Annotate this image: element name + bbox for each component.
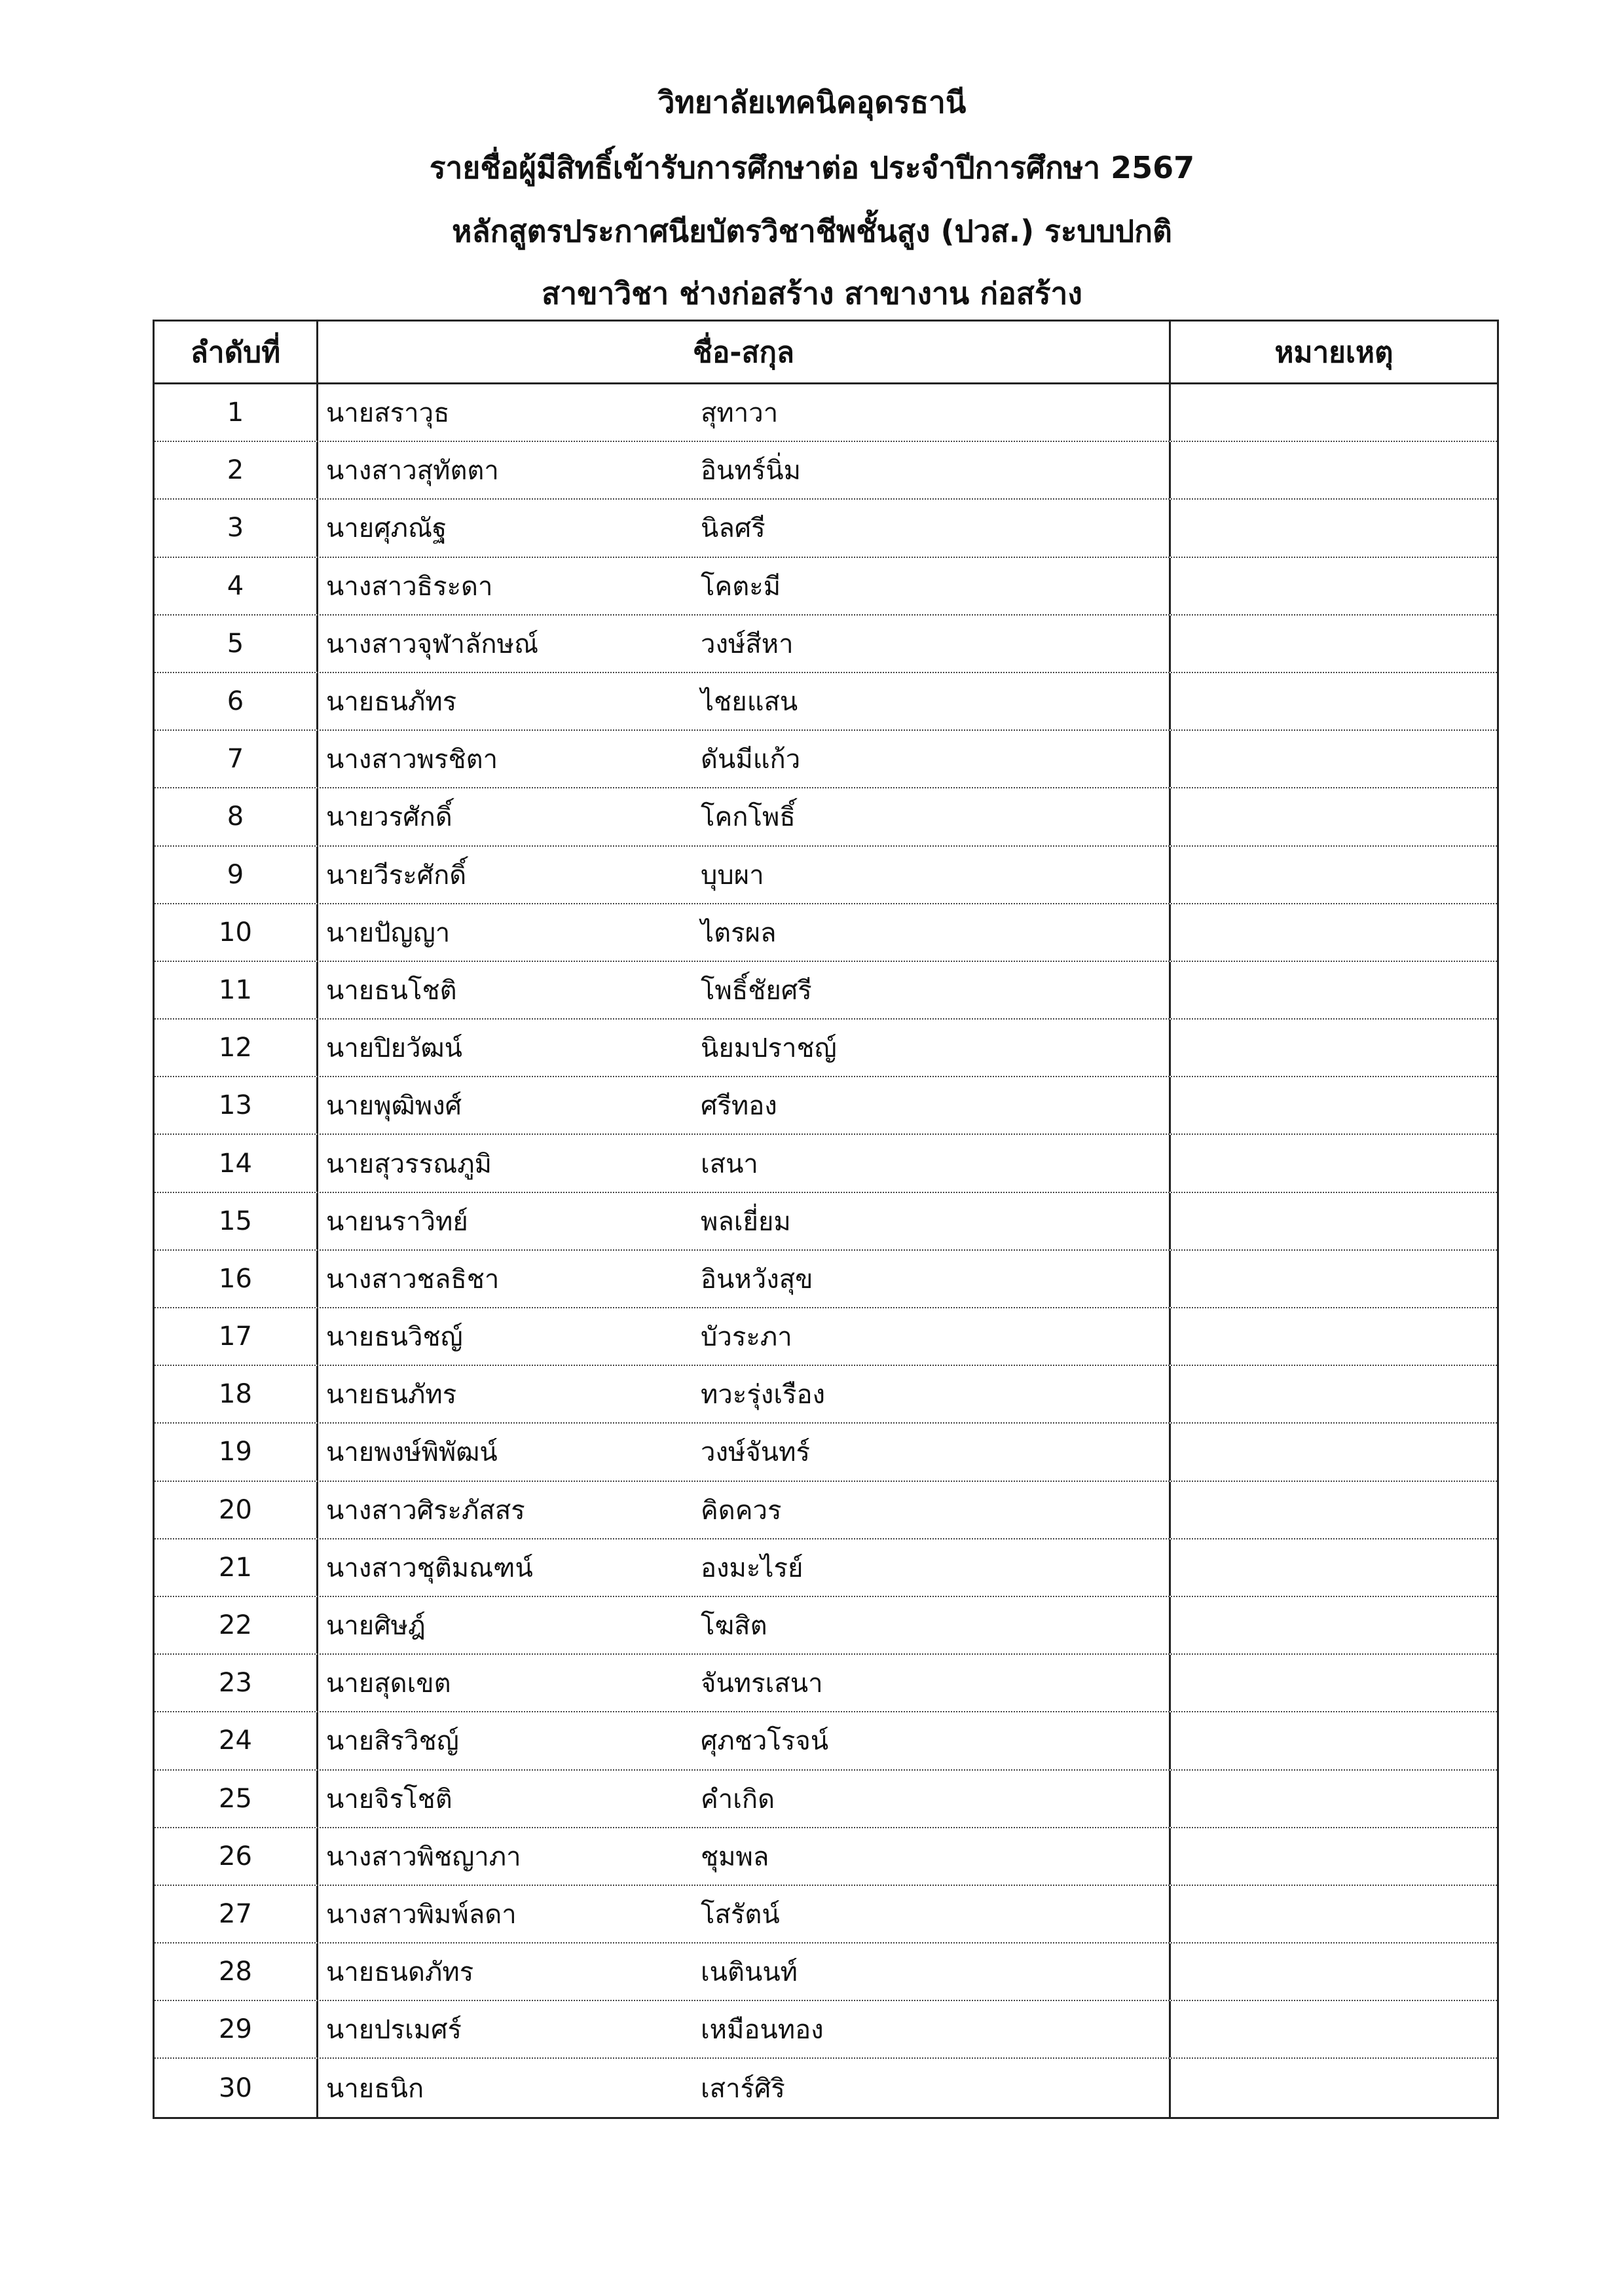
- row-number: 21: [155, 1539, 318, 1596]
- table-row: [155, 616, 1497, 673]
- row-number: 15: [155, 1193, 318, 1249]
- last-name: วงษ์จันทร์: [701, 1437, 810, 1468]
- first-name: นายศุภณัฐ: [326, 513, 447, 544]
- row-remark: [1171, 1943, 1497, 2000]
- row-remark: [1171, 1655, 1497, 1711]
- first-name: นายสุวรรณภูมิ: [326, 1149, 492, 1179]
- table-row: [155, 1886, 1497, 1943]
- table-row: [155, 1135, 1497, 1192]
- row-remark: [1171, 1597, 1497, 1653]
- institution-title: วิทยาลัยเทคนิคอุดรธานี: [657, 84, 967, 120]
- column-header-no: ลำดับที่: [155, 322, 318, 382]
- table-row: [155, 962, 1497, 1020]
- row-full-name: [318, 1482, 1171, 1538]
- first-name: นางสาวพรชิตา: [326, 745, 498, 775]
- row-remark: [1171, 731, 1497, 787]
- table-row: [155, 1020, 1497, 1077]
- last-name: คิดควร: [701, 1495, 782, 1526]
- row-full-name: [318, 1020, 1171, 1076]
- row-number: 26: [155, 1828, 318, 1885]
- last-name: ชุมพล: [701, 1841, 769, 1872]
- table-row: [155, 1943, 1497, 2001]
- column-header-remark: หมายเหตุ: [1274, 335, 1393, 369]
- last-name: บัวระภา: [701, 1322, 792, 1353]
- row-full-name: [318, 1308, 1171, 1365]
- table-row: [155, 1308, 1497, 1366]
- row-number: 20: [155, 1482, 318, 1538]
- row-full-name: [318, 1597, 1171, 1653]
- first-name: นายธนิก: [326, 2073, 424, 2104]
- table-row: [155, 1251, 1497, 1308]
- table-row: [155, 384, 1497, 442]
- row-full-name: [318, 442, 1171, 498]
- last-name: โฆสิต: [701, 1611, 767, 1642]
- row-number: 6: [155, 673, 318, 729]
- row-full-name: [318, 1193, 1171, 1249]
- row-full-name: [318, 962, 1171, 1018]
- row-number: 29: [155, 2001, 318, 2057]
- last-name: คำเกิด: [701, 1784, 775, 1814]
- row-remark: [1171, 962, 1497, 1018]
- row-remark: [1171, 904, 1497, 961]
- student-table: [153, 320, 1499, 2119]
- row-full-name: [318, 2001, 1171, 2057]
- table-row: [155, 1655, 1497, 1712]
- row-number: 5: [155, 616, 318, 672]
- last-name: อินหวังสุข: [701, 1264, 813, 1295]
- table-row: [155, 1482, 1497, 1539]
- row-number: 9: [155, 847, 318, 903]
- table-row: [155, 904, 1497, 962]
- row-number: 14: [155, 1135, 318, 1191]
- row-number: 4: [155, 558, 318, 614]
- row-remark: [1171, 2001, 1497, 2057]
- last-name: โคกโพธิ์: [701, 802, 796, 833]
- table-row: [155, 442, 1497, 500]
- first-name: นางสาวพิมพ์ลดา: [326, 1899, 517, 1930]
- last-name: อินทร์นิ่ม: [701, 456, 801, 487]
- row-number: 8: [155, 788, 318, 845]
- first-name: นางสาวศิระภัสสร: [326, 1495, 525, 1526]
- table-row: [155, 1539, 1497, 1597]
- first-name: นายพงษ์พิพัฒน์: [326, 1437, 498, 1468]
- table-row: [155, 731, 1497, 788]
- row-number: 25: [155, 1771, 318, 1827]
- table-row: [155, 2059, 1497, 2116]
- row-remark: [1171, 847, 1497, 903]
- row-remark: [1171, 500, 1497, 556]
- row-number: 13: [155, 1077, 318, 1133]
- last-name: โสรัตน์: [701, 1899, 780, 1930]
- last-name: เนตินนท์: [701, 1957, 798, 1988]
- last-name: ไชยแสน: [701, 687, 798, 718]
- row-full-name: [318, 1655, 1171, 1711]
- first-name: นายพุฒิพงศ์: [326, 1091, 462, 1122]
- first-name: นายธนภัทร: [326, 687, 457, 718]
- table-row: [155, 1077, 1497, 1135]
- row-remark: [1171, 1886, 1497, 1942]
- table-row: [155, 1828, 1497, 1886]
- row-remark: [1171, 1308, 1497, 1365]
- column-header-name: ชื่อ-สกุล: [318, 322, 1171, 382]
- row-full-name: [318, 1539, 1171, 1596]
- row-full-name: [318, 1771, 1171, 1827]
- last-name: เหมือนทอง: [701, 2015, 824, 2046]
- row-number: 1: [155, 384, 318, 441]
- last-name: นิลศรี: [701, 513, 766, 544]
- last-name: บุบผา: [701, 860, 764, 891]
- first-name: นายธนดภัทร: [326, 1957, 474, 1988]
- last-name: นิยมปราชญ์: [701, 1033, 837, 1064]
- row-full-name: [318, 1886, 1171, 1942]
- program-title: หลักสูตรประกาศนียบัตรวิชาชีพชั้นสูง (ปวส.) ระบบปกติ: [452, 213, 1172, 249]
- row-remark: [1171, 558, 1497, 614]
- row-remark: [1171, 788, 1497, 845]
- row-remark: [1171, 1712, 1497, 1769]
- department-title: สาขาวิชา ช่างก่อสร้าง สาขางาน ก่อสร้าง: [542, 276, 1082, 311]
- row-remark: [1171, 1193, 1497, 1249]
- first-name: นายธนภัทร: [326, 1380, 457, 1410]
- table-row: [155, 2001, 1497, 2059]
- first-name: นายธนวิชญ์: [326, 1322, 463, 1353]
- list-title: รายชื่อผู้มีสิทธิ์เข้ารับการศึกษาต่อ ประจำปีการศึกษา 2567: [429, 150, 1195, 185]
- row-number: 10: [155, 904, 318, 961]
- last-name: ดันมีแก้ว: [701, 745, 801, 775]
- row-remark: [1171, 442, 1497, 498]
- row-number: 23: [155, 1655, 318, 1711]
- first-name: นางสาวจุฬาลักษณ์: [326, 629, 539, 659]
- row-number: 24: [155, 1712, 318, 1769]
- row-remark: [1171, 1020, 1497, 1076]
- last-name: ทวะรุ่งเรือง: [701, 1380, 826, 1410]
- row-full-name: [318, 1135, 1171, 1191]
- last-name: องมะไรย์: [701, 1553, 803, 1583]
- first-name: นายวีระศักดิ์: [326, 860, 467, 891]
- last-name: สุทาวา: [701, 398, 779, 429]
- row-remark: [1171, 1424, 1497, 1480]
- last-name: ศุภชวโรจน์: [701, 1726, 829, 1757]
- first-name: นางสาวสุทัตตา: [326, 456, 499, 487]
- row-number: 27: [155, 1886, 318, 1942]
- first-name: นายธนโชติ: [326, 975, 457, 1006]
- row-full-name: [318, 1712, 1171, 1769]
- row-full-name: [318, 1251, 1171, 1307]
- row-full-name: [318, 1077, 1171, 1133]
- row-number: 11: [155, 962, 318, 1018]
- first-name: นางสาวพิชญาภา: [326, 1841, 521, 1872]
- last-name: เสนา: [701, 1149, 758, 1179]
- row-remark: [1171, 1482, 1497, 1538]
- row-full-name: [318, 558, 1171, 614]
- last-name: ไตรผล: [701, 917, 777, 948]
- first-name: นายนราวิทย์: [326, 1206, 468, 1237]
- row-remark: [1171, 384, 1497, 441]
- table-row: [155, 1366, 1497, 1424]
- row-number: 12: [155, 1020, 318, 1076]
- table-row: [155, 1712, 1497, 1770]
- row-full-name: [318, 1424, 1171, 1480]
- first-name: นายศิษฎ์: [326, 1611, 426, 1642]
- row-number: 22: [155, 1597, 318, 1653]
- table-row: [155, 500, 1497, 557]
- first-name: นายปัญญา: [326, 917, 451, 948]
- row-full-name: [318, 731, 1171, 787]
- row-number: 16: [155, 1251, 318, 1307]
- first-name: นายวรศักดิ์: [326, 802, 452, 833]
- first-name: นางสาวธิระดา: [326, 571, 493, 602]
- row-full-name: [318, 1943, 1171, 2000]
- row-number: 7: [155, 731, 318, 787]
- last-name: ศรีทอง: [701, 1091, 777, 1122]
- first-name: นายปิยวัฒน์: [326, 1033, 463, 1064]
- table-row: [155, 788, 1497, 846]
- table-header-row: [155, 322, 1497, 384]
- first-name: นายสราวุธ: [326, 398, 450, 429]
- row-remark: [1171, 1251, 1497, 1307]
- last-name: โคตะมี: [701, 571, 781, 602]
- row-remark: [1171, 1077, 1497, 1133]
- row-number: 28: [155, 1943, 318, 2000]
- row-remark: [1171, 1828, 1497, 1885]
- row-full-name: [318, 788, 1171, 845]
- row-full-name: [318, 1828, 1171, 1885]
- row-number: 2: [155, 442, 318, 498]
- row-remark: [1171, 616, 1497, 672]
- row-full-name: [318, 847, 1171, 903]
- row-remark: [1171, 1539, 1497, 1596]
- row-full-name: [318, 384, 1171, 441]
- row-remark: [1171, 1366, 1497, 1422]
- table-row: [155, 1771, 1497, 1828]
- row-number: 18: [155, 1366, 318, 1422]
- row-number: 3: [155, 500, 318, 556]
- row-number: 30: [155, 2059, 318, 2116]
- row-full-name: [318, 1366, 1171, 1422]
- first-name: นางสาวชลธิชา: [326, 1264, 500, 1295]
- last-name: วงษ์สีหา: [701, 629, 794, 659]
- first-name: นายสิรวิชญ์: [326, 1726, 459, 1757]
- table-row: [155, 847, 1497, 904]
- first-name: นายปรเมศร์: [326, 2015, 462, 2046]
- row-full-name: [318, 500, 1171, 556]
- row-full-name: [318, 616, 1171, 672]
- last-name: เสาร์ศิริ: [701, 2073, 785, 2104]
- row-full-name: [318, 904, 1171, 961]
- row-remark: [1171, 1135, 1497, 1191]
- last-name: โพธิ์ชัยศรี: [701, 975, 812, 1006]
- row-number: 17: [155, 1308, 318, 1365]
- first-name: นายสุดเขต: [326, 1668, 451, 1699]
- row-remark: [1171, 673, 1497, 729]
- row-remark: [1171, 1771, 1497, 1827]
- row-full-name: [318, 2059, 1171, 2116]
- last-name: จันทรเสนา: [701, 1668, 823, 1699]
- row-number: 19: [155, 1424, 318, 1480]
- row-full-name: [318, 673, 1171, 729]
- table-row: [155, 1424, 1497, 1481]
- table-row: [155, 1193, 1497, 1251]
- last-name: พลเยี่ยม: [701, 1206, 791, 1237]
- table-row: [155, 673, 1497, 731]
- table-row: [155, 558, 1497, 616]
- first-name: นางสาวชุติมณฑน์: [326, 1553, 533, 1583]
- table-row: [155, 1597, 1497, 1655]
- row-remark: [1171, 2059, 1497, 2116]
- first-name: นายจิรโชติ: [326, 1784, 452, 1814]
